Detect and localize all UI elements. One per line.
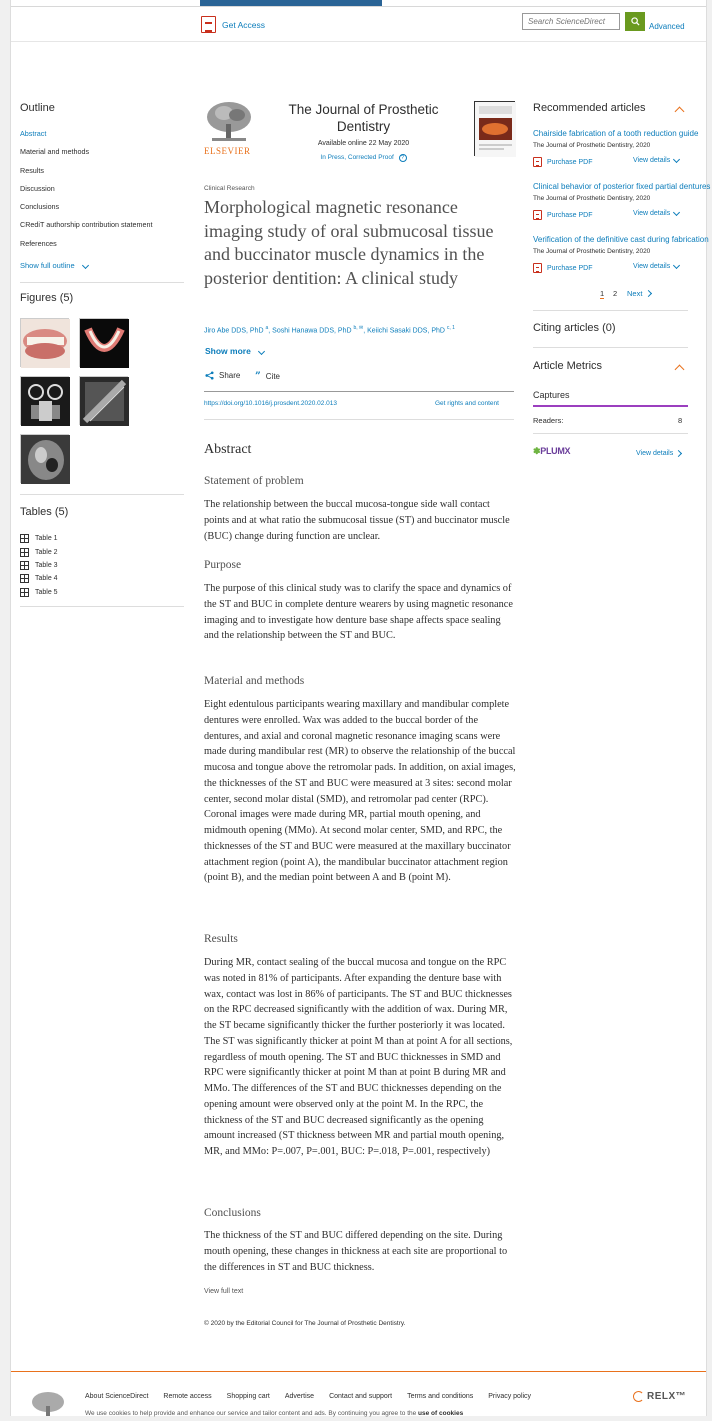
header: [11, 7, 706, 42]
section-text: Eight edentulous participants wearing maxillary and mandibular complete dentures were enrolled. Wax was added to the buccal border of the dentures, and axial and coronal magnetic resonance imaging scans were made during mandibular rest (MR) to observe the relationship of the buccal mucosa and tongue above the retromolar pads. In addition, on axial images, the thicknesses of the ST and BUC were measured at 3 sites: second molar center, second molar distal (SMD), and retromolar pad center (RPC). Coronal images were made during MR, partial mouth opening, and midmouth opening (MMo). At second molar center, SMD, and RPC, the thicknesses of the ST and BUC were measured at the maxillary buccinator attachment region (point A), the mandibular buccinator attachment region (point B), and the median point between A and B (point M).: [204, 699, 516, 884]
figure-thumbnail-3[interactable]: [20, 376, 69, 425]
table-link-1[interactable]: [20, 532, 58, 545]
elsevier-tree-icon: [30, 1391, 66, 1416]
journal-title-link[interactable]: The Journal of Prosthetic Dentistry: [288, 102, 439, 134]
tables-title: Tables (5): [20, 506, 69, 518]
view-details-label: View details: [633, 157, 671, 164]
figure-thumbnail-2[interactable]: [79, 318, 128, 367]
footer-link-shopping-cart[interactable]: Shopping cart: [226, 1393, 270, 1400]
footer-links: [85, 1393, 531, 1400]
cite-button[interactable]: [255, 371, 280, 382]
table-label: Table 5: [35, 588, 58, 596]
divider: [20, 494, 184, 495]
author-affiliation[interactable]: a: [265, 325, 269, 331]
captures-label: Captures: [533, 390, 570, 400]
figure-3-image: [21, 377, 70, 426]
table-icon: [20, 561, 29, 570]
figure-4-image: [80, 377, 129, 426]
purchase-pdf-button[interactable]: [533, 210, 593, 220]
purchase-pdf-label: Purchase PDF: [547, 264, 593, 272]
outline-item-credit[interactable]: CRediT authorship contribution statement: [20, 220, 153, 230]
purchase-pdf-label: Purchase PDF: [547, 158, 593, 166]
view-details-button[interactable]: [633, 210, 679, 217]
chevron-down-icon: [673, 208, 680, 215]
purchase-pdf-button[interactable]: [533, 263, 593, 273]
figure-thumbnail-5[interactable]: [20, 434, 69, 483]
table-link-5[interactable]: [20, 586, 58, 599]
view-full-text-link[interactable]: View full text: [204, 1288, 244, 1295]
table-label: Table 2: [35, 548, 58, 556]
author-link[interactable]: Keiichi Sasaki DDS, PhD: [367, 327, 445, 335]
get-access-button[interactable]: [201, 16, 265, 33]
copyright: © 2020 by the Editorial Council for The Journal of Prosthetic Dentistry.: [204, 1320, 406, 1327]
table-icon: [20, 534, 29, 543]
recommended-article-link[interactable]: Chairside fabrication of a tooth reduction guide: [533, 129, 699, 138]
outline-item-discussion[interactable]: Discussion: [20, 183, 55, 193]
outline-title: Outline: [20, 102, 55, 114]
divider: [533, 347, 688, 348]
pdf-icon: [533, 210, 542, 220]
purchase-pdf-button[interactable]: [533, 157, 593, 167]
page-2-button[interactable]: 2: [613, 289, 618, 298]
table-icon: [20, 574, 29, 583]
show-more-button[interactable]: [205, 346, 264, 356]
share-icon: [205, 371, 214, 380]
author-list: Jiro Abe DDS, PhD $^a$, Soshi Hanawa DDS, PhD $^{b, ✉}$, Keiichi Sasaki DDS, PhD $^{c, 1}$: [204, 325, 455, 335]
chevron-down-icon: [82, 262, 89, 269]
recommended-title: Recommended articles: [533, 102, 646, 114]
footer-link-remote-access[interactable]: Remote access: [163, 1393, 212, 1400]
tables-list: [20, 532, 58, 599]
section-text: The purpose of this clinical study was to clarify the space and dynamics of the ST and BUC in complete denture wearers by using magnetic resonance imaging and to investigate how denture base shape affects space sealing and the relationship between the ST and BUC.: [204, 583, 513, 642]
journal-cover[interactable]: [474, 101, 515, 156]
readers-value: 8: [678, 416, 683, 425]
show-more-label: Show more: [205, 346, 251, 356]
available-online: Available online 22 May 2020: [317, 140, 410, 147]
article-title: Morphological magnetic resonance imaging study of oral submucosal tissue and buccinator muscle dynamics in the posterior dentition: A clinical study: [204, 197, 494, 288]
advanced-search-link[interactable]: Advanced: [649, 22, 685, 31]
cookie-text: We use cookies to help provide and enhance our service and tailor content and ads. By continuing you agree to the: [85, 1410, 417, 1417]
relx-logo[interactable]: [633, 1391, 686, 1402]
table-link-2[interactable]: [20, 545, 58, 558]
pdf-icon: [533, 263, 542, 273]
next-label: Next: [627, 289, 643, 298]
plumx-wordmark: PLUMX: [540, 446, 571, 456]
recommended-article-link[interactable]: Clinical behavior of posterior fixed partial dentures: [533, 182, 711, 191]
page: [10, 0, 711, 1417]
search-icon: [631, 17, 640, 26]
search-button[interactable]: [625, 12, 645, 31]
readers-label: Readers:: [533, 416, 564, 425]
section-text: During MR, contact sealing of the buccal mucosa and tongue on the RPC was noted in 81% of participants. After expanding the denture base with wax, contact was lost in 86% of participants. The ST and BUC thicknesses on the RPC decreased significantly with the addition of wax. During MR, the ST became significantly thicker the further posteriorly it was located. The ST was significantly thicker at point M than at point A for all sections, regardless of mouth opening. The ST and BUC thicknesses in SMD and RPC were significantly thicker at point M than at point B during MR and MMo. The differences of the ST and BUC thicknesses depending on the opening amount were observed only at the point M. In the RPC, the thickness of the ST and BUC decreased significantly as the opening amount increased (ST thickness between MR and partial mouth opening, MR, and MMo: P=.007, P=.001, BUC: P=.018, P=.001, respectively): [204, 957, 513, 1157]
show-full-outline-button[interactable]: [20, 261, 88, 270]
page-1-button[interactable]: 1: [600, 289, 605, 298]
outline-list: [20, 129, 153, 257]
section-title: Statement of problem: [204, 475, 304, 487]
figure-1-image: [21, 319, 70, 368]
table-link-3[interactable]: [20, 559, 58, 572]
share-label: Share: [219, 371, 241, 380]
author-link[interactable]: Soshi Hanawa DDS, PhD: [272, 327, 352, 335]
abstract-heading: Abstract: [204, 442, 252, 457]
elsevier-wordmark: ELSEVIER: [204, 146, 251, 156]
footer-link-terms[interactable]: Terms and conditions: [407, 1393, 474, 1400]
figure-thumbnail-1[interactable]: [20, 318, 69, 367]
chevron-down-icon: [258, 348, 265, 355]
figure-thumbnail-4[interactable]: [79, 376, 128, 425]
section-title: Conclusions: [204, 1207, 261, 1219]
elsevier-tree-icon: [204, 100, 254, 144]
plumx-logo[interactable]: [533, 446, 570, 457]
section-text: The thickness of the ST and BUC differed depending on the site. During mouth opening, these changes in thickness at each site are proportional to the differences in ST and BUC thickness.: [204, 1230, 508, 1273]
plumx-icon: ✽: [533, 446, 541, 456]
section-text: The relationship between the buccal mucosa-tongue side wall contact points and at what ratio the submucosal tissue (ST) and buccinator muscle (BUC) change during function are unclear.: [204, 499, 510, 542]
cite-label: Cite: [265, 372, 280, 381]
figures-title: Figures (5): [20, 292, 74, 304]
share-button[interactable]: [205, 371, 240, 380]
view-details-label: View details: [633, 263, 671, 270]
divider: [533, 310, 688, 311]
divider: [204, 391, 514, 392]
footer-link-advertise[interactable]: Advertise: [284, 1393, 315, 1400]
article-metrics-title: Article Metrics: [533, 360, 603, 372]
cookie-link[interactable]: use of cookies: [418, 1410, 464, 1417]
citing-articles-link[interactable]: Citing articles (0): [533, 322, 616, 334]
author-affiliation[interactable]: c, 1: [446, 325, 455, 331]
view-details-label: View details: [636, 450, 674, 457]
article-type: Clinical Research: [204, 185, 255, 192]
next-page-button[interactable]: [627, 289, 651, 298]
section-title: Results: [204, 933, 238, 945]
recommended-article-journal: The Journal of Prosthetic Dentistry, 2020: [533, 248, 651, 255]
table-label: Table 4: [35, 575, 58, 583]
purchase-pdf-label: Purchase PDF: [547, 211, 593, 219]
captures-bar: [533, 405, 688, 407]
author-link[interactable]: Jiro Abe DDS, PhD: [204, 327, 264, 335]
doi-link[interactable]: https://doi.org/10.1016/j.prosdent.2020.02.013: [204, 400, 337, 407]
footer-link-contact[interactable]: Contact and support: [329, 1393, 393, 1400]
view-details-button[interactable]: [633, 157, 679, 164]
footer-link-about[interactable]: About ScienceDirect: [85, 1393, 149, 1400]
figure-5-image: [21, 435, 70, 484]
table-icon: [20, 548, 29, 557]
chevron-down-icon: [673, 155, 680, 162]
table-label: Table 3: [35, 561, 58, 569]
outline-item-abstract[interactable]: Abstract: [20, 129, 47, 138]
cookie-notice: [85, 1410, 463, 1417]
view-details-button[interactable]: [633, 263, 679, 270]
outline-item-results[interactable]: Results: [20, 165, 44, 175]
footer-link-privacy[interactable]: Privacy policy: [488, 1393, 532, 1400]
figure-2-image: [80, 319, 129, 368]
recommended-article-link[interactable]: Verification of the definitive cast during fabrication: [533, 235, 709, 244]
outline-item-references[interactable]: References: [20, 238, 57, 248]
divider: [20, 282, 184, 283]
relx-icon: [633, 1391, 644, 1402]
relx-wordmark: RELX™: [647, 1391, 687, 1402]
divider: [20, 606, 184, 607]
chevron-down-icon: [673, 261, 680, 268]
outline-item-conclusions[interactable]: Conclusions: [20, 202, 60, 212]
plumx-view-details-button[interactable]: [636, 450, 681, 457]
outline-item-methods[interactable]: Material and methods: [20, 147, 90, 157]
journal-cover-image: [475, 102, 516, 157]
chevron-up-icon[interactable]: [675, 365, 685, 375]
chevron-right-icon: [645, 290, 652, 297]
recommended-article-journal: The Journal of Prosthetic Dentistry, 2020: [533, 142, 651, 149]
table-icon: [20, 588, 29, 597]
footer-elsevier-logo[interactable]: [30, 1391, 66, 1416]
in-press-label: In Press, Corrected Proof: [320, 154, 394, 161]
chevron-right-icon: [675, 450, 682, 457]
rights-link[interactable]: Get rights and content: [435, 400, 499, 407]
recommended-article-journal: The Journal of Prosthetic Dentistry, 2020: [533, 195, 651, 202]
author-affiliation[interactable]: b, ✉: [353, 325, 364, 331]
get-access-label: Get Access: [222, 19, 265, 30]
table-link-4[interactable]: [20, 572, 58, 585]
quote-icon: ”: [255, 371, 261, 382]
info-icon: ?: [399, 154, 407, 162]
table-label: Table 1: [35, 535, 58, 543]
section-title: Purpose: [204, 559, 242, 571]
pdf-icon: [201, 16, 216, 33]
search-input[interactable]: [522, 13, 620, 30]
footer-divider: [11, 1371, 706, 1372]
divider: [204, 419, 514, 420]
chevron-up-icon[interactable]: [675, 107, 685, 117]
divider: [533, 433, 688, 434]
show-full-outline-label: Show full outline: [20, 261, 75, 270]
view-details-label: View details: [633, 210, 671, 217]
in-press-link[interactable]: [276, 154, 451, 162]
pdf-icon: [533, 157, 542, 167]
section-title: Material and methods: [204, 675, 305, 687]
